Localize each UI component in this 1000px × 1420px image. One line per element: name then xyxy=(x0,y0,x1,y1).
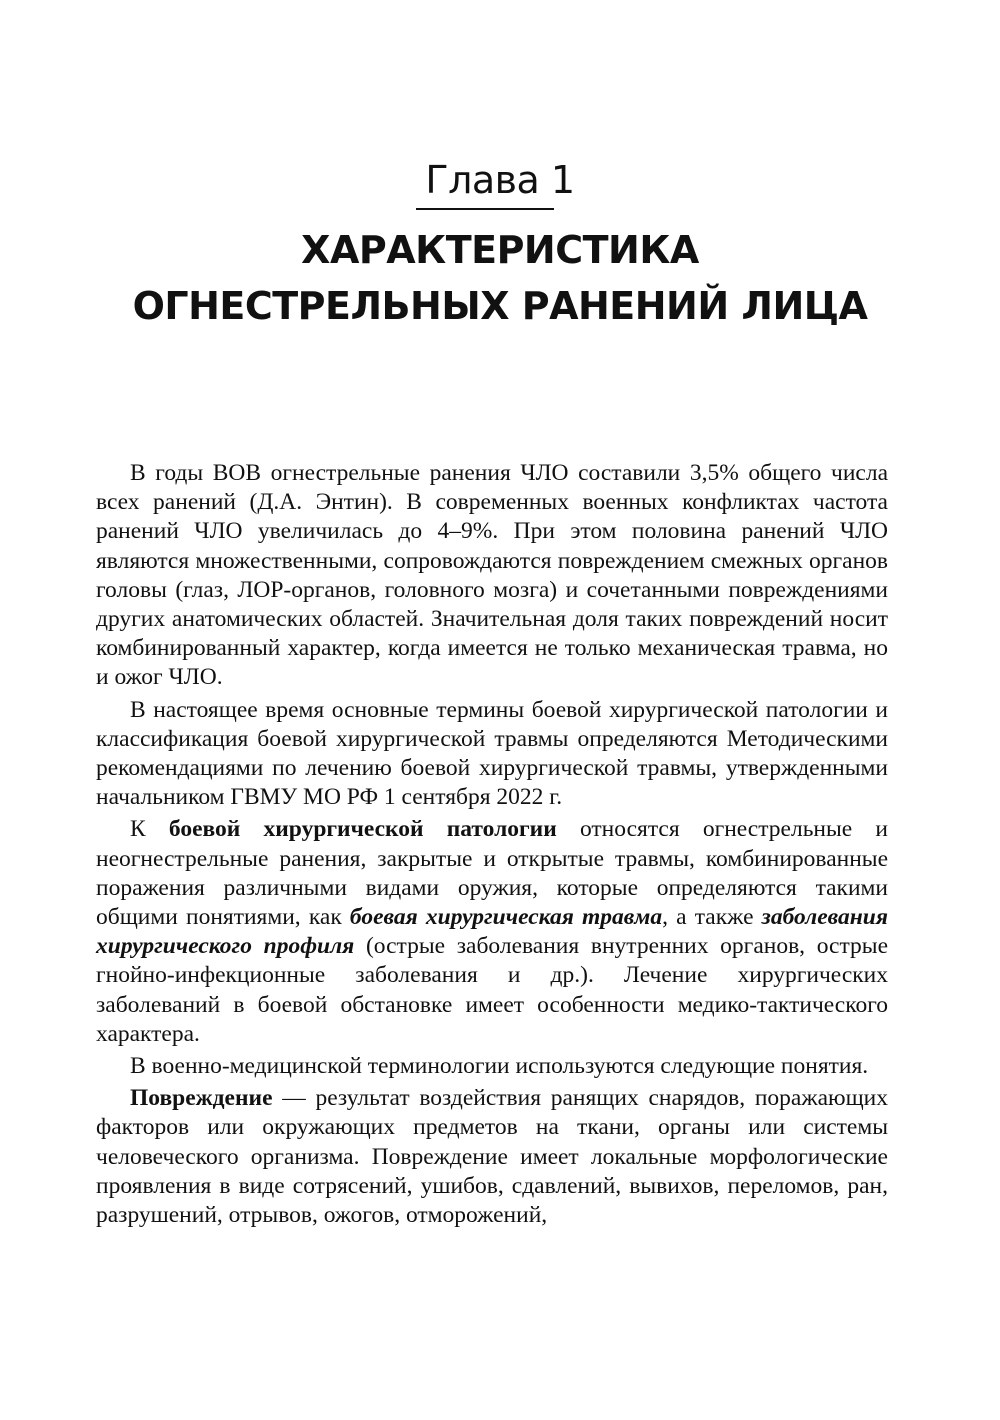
term-combat-surgical-pathology: боевой хирургической патологии xyxy=(168,816,557,843)
chapter-title-line-2: ОГНЕСТРЕЛЬНЫХ РАНЕНИЙ ЛИЦА xyxy=(132,284,868,328)
chapter-title xyxy=(0,222,1000,334)
term-surgical-diseases: заболевания хирургического профиля xyxy=(96,904,888,960)
paragraph-5-text-1: — результат воздействия ранящих снарядов, поражающих факторов или окружающих предметов на ткани, органы или системы человеческого организма. Повреждение имеет локальные морфологические проявления в виде сотрясений, ушибов, сдавлений, вывихов, переломов, ран, разрушений, отрывов, ожогов, отморожений, xyxy=(96,1085,888,1229)
paragraph-1: В годы ВОВ огнестрельные ранения ЧЛО составили 3,5% общего числа всех ранений (Д.А. Энтин). В современных военных конфликтах частота ранений ЧЛО увеличилась до 4–9%. При этом половина ранений ЧЛО являются множественными, сопровождаются повреждением смежных органов головы (глаз, ЛОР-органов, головного мозга) и сочетанными повреждениями других анатомических областей. Значительная доля таких повреждений носит комбинированный характер, когда имеется не только механическая травма, но и ожог ЧЛО. xyxy=(96,460,888,691)
paragraph-3-text-2: относятся огнестрельные и неогнестрельные ранения, закрытые и открытые травмы, комбинированные поражения различными видами оружия, которые определяются такими общими понятиями, как xyxy=(96,816,888,931)
paragraph-2: В настоящее время основные термины боевой хирургической патологии и классификация боевой хирургической травмы определяются Методическими рекомендациями по лечению боевой хирургической травмы, утвержденными начальником ГВМУ МО РФ 1 сентября 2022 г. xyxy=(96,696,888,811)
term-combat-surgical-trauma: боевая хирургическая травма xyxy=(349,904,663,931)
body-text xyxy=(96,459,888,1230)
chapter-rule xyxy=(416,208,554,210)
paragraph-3-text-4: (острые заболевания внутренних органов, острые гнойно-инфекционные заболевания и др.). Лечение хирургических заболеваний в боевой обстановке имеет особенности медико-тактического характера. xyxy=(96,933,889,1047)
chapter-label: Глава 1 xyxy=(425,158,575,202)
paragraph-4: В военно-медицинской терминологии используются следующие понятия. xyxy=(130,1053,869,1080)
paragraph-3 xyxy=(96,815,888,1049)
paragraph-3-text-1: К xyxy=(130,816,169,843)
term-injury: Повреждение xyxy=(130,1085,273,1112)
paragraph-5 xyxy=(96,1084,888,1230)
paragraph-3-text-3: , а также xyxy=(662,904,762,931)
chapter-title-line-1: ХАРАКТЕРИСТИКА xyxy=(301,228,699,272)
